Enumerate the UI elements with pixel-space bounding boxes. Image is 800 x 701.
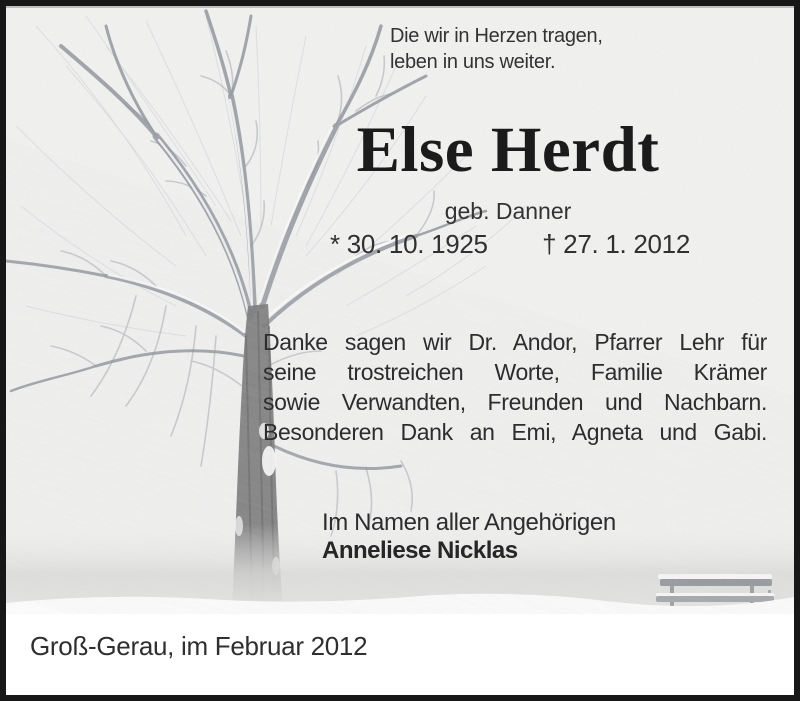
maiden-name: geb. Danner [444,198,572,224]
epigraph [390,23,603,75]
thanks-line: Besonderen Dank an Emi, Agneta und Gabi. [263,419,767,445]
life-dates [330,229,690,260]
thanks-text [263,327,767,447]
winter-photo [6,6,794,614]
epigraph-line: leben in uns weiter. [390,51,556,73]
signature: Anneliese Nicklas [322,536,518,564]
thanks-line: seine trostreichen Worte, Familie Krämer [263,359,767,385]
epigraph-line: Die wir in Herzen tragen, [390,25,603,47]
death-date: † 27. 1. 2012 [542,229,690,259]
thanks-line: Danke sagen wir Dr. Andor, Pfarrer Lehr für [263,329,767,355]
deceased-name: Else Herdt [356,114,660,186]
closing-line: Im Namen aller Angehörigen [322,509,616,536]
closing-block [322,509,616,564]
birth-date: * 30. 10. 1925 [330,229,488,259]
thanks-line: sowie Verwandten, Freunden und Nachbarn. [263,389,767,415]
place-date-line: Groß-Gerau, im Februar 2012 [30,631,368,661]
